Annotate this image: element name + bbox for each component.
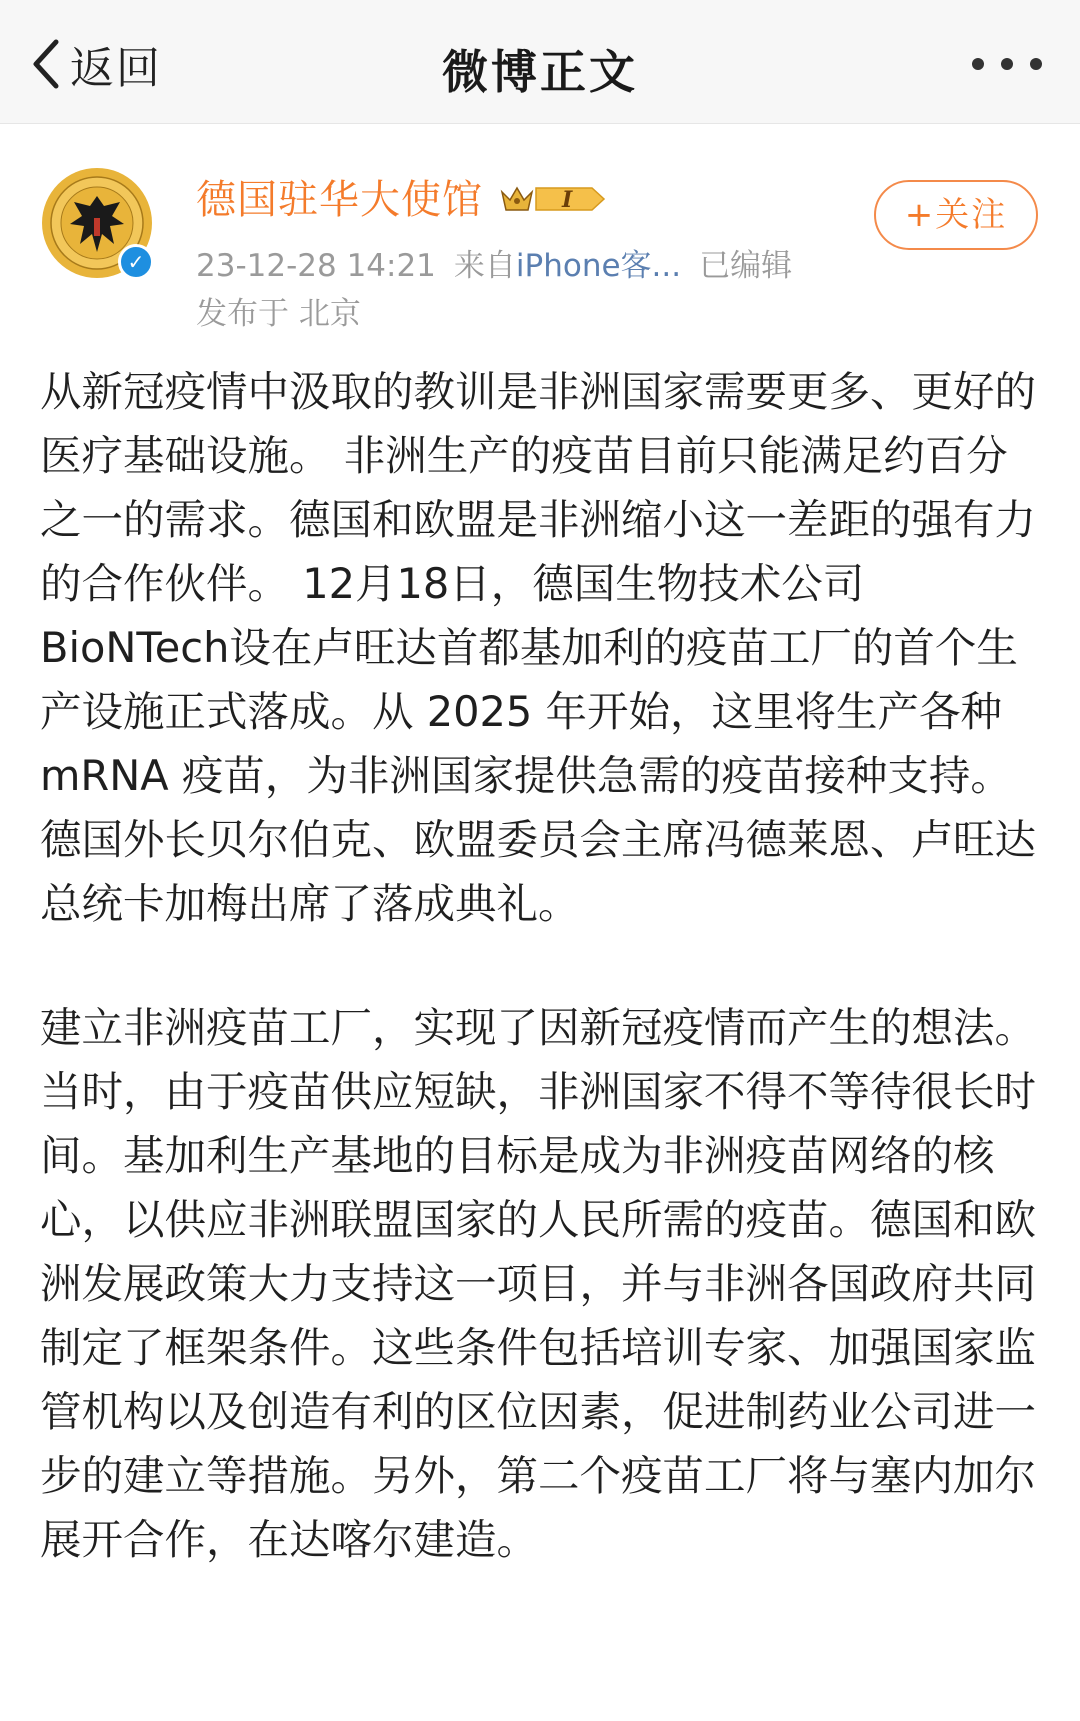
more-button[interactable] <box>972 52 1042 76</box>
post-location: 发布于 北京 <box>196 296 361 332</box>
post-header <box>0 160 1080 330</box>
post-time: 23-12-28 14:21 <box>196 248 436 284</box>
page-title: 微博正文 <box>442 45 638 99</box>
verified-badge-icon: ✓ <box>118 244 154 280</box>
vip-crown-icon[interactable] <box>500 182 610 216</box>
post-body <box>40 360 1044 1572</box>
back-label: 返回 <box>70 43 162 94</box>
more-dots-icon <box>1001 58 1013 70</box>
nav-bar <box>0 0 1080 124</box>
post-meta <box>196 240 792 285</box>
more-dots-icon <box>1030 58 1042 70</box>
post-paragraph: 建立非洲疫苗工厂，实现了因新冠疫情而产生的想法。当时，由于疫苗供应短缺，非洲国家不得不等待很长时间。基加利生产基地的目标是成为非洲疫苗网络的核心，以供应非洲联盟国家的人民所需的疫苗。德国和欧洲发展政策大力支持这一项目，并与非洲各国政府共同制定了框架条件。这些条件包括培训专家、加强国家监管机构以及创造有利的区位因素，促进制药业公司进一步的建立等措施。另外，第二个疫苗工厂将与塞内加尔展开合作，在达喀尔建造。 <box>40 1003 1037 1564</box>
post-source[interactable]: iPhone客... <box>515 248 682 284</box>
source-prefix: 来自 <box>453 248 516 284</box>
vip-level: I <box>562 187 573 213</box>
more-dots-icon <box>972 58 984 70</box>
post-paragraph: 从新冠疫情中汲取的教训是非洲国家需要更多、更好的医疗基础设施。 非洲生产的疫苗目前只能满足约百分之一的需求。德国和欧盟是非洲缩小这一差距的强有力的合作伙伴。 12月18日，德国生物技术公司 BioNTech设在卢旺达首都基加利的疫苗工厂的首个生产设施正式落成。从 2025 年开始，这里将生产各种 mRNA 疫苗，为非洲国家提供急需的疫苗接种支持。德国外长贝尔伯克、欧盟委员会主席冯德莱恩、卢旺达总统卡加梅出席了落成典礼。 <box>40 367 1037 928</box>
edited-label[interactable]: 已编辑 <box>699 248 793 284</box>
author-name[interactable]: 德国驻华大使馆 <box>196 177 483 223</box>
follow-button[interactable]: +关注 <box>874 180 1038 250</box>
